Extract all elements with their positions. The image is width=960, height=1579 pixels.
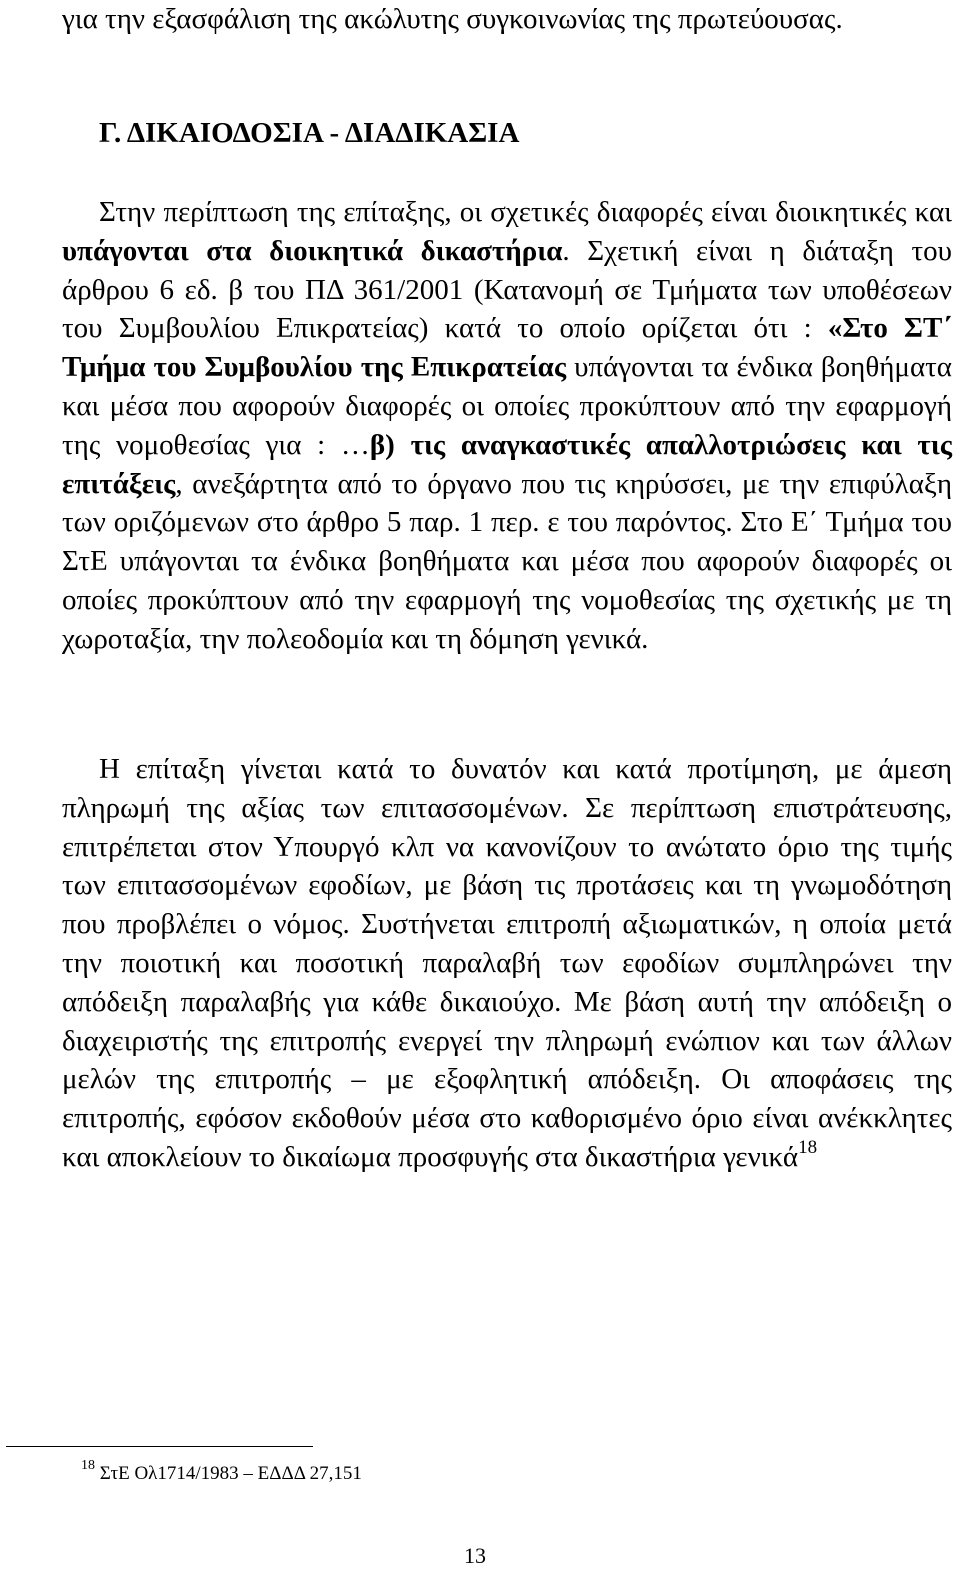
paragraph-text: . Σχετική είναι η διάταξη του άρθρου 6 εδ. β του ΠΔ 361/2001 (Κατανομή σε Τμήματα των υποθέσεων του Συμβουλίου Επικρατείας) κατά το οποίο ορίζεται ότι : [62,234,953,345]
paragraph-text: , ανεξάρτητα από το όργανο που τις κηρύσσει, με την επιφύλαξη των οριζόμενων στο άρθρο 5 παρ. 1 περ. ε του παρόντος. Στο Ε΄ Τμήμα του ΣτΕ υπάγονται τα ένδικα βοηθήματα και μέσα που αφορούν διαφορές οι οποίες προκύπτουν από την εφαρμογή της νομοθεσίας της σχετικής με τη χωροταξία, την πολεοδομία και τη δόμηση γενικά. [62,467,952,655]
paragraph-text: Η επίταξη γίνεται κατά το δυνατόν και κατά προτίμηση, με άμεση πληρωμή της αξίας των επιτασσομένων. Σε περίπτωση επιστράτευσης, επιτρέπεται στον Υπουργό κλπ να κανονίζουν το ανώτατο όριο της τιμής των επιτασσομένων εφοδίων, με βάση τις προτάσεις και τη γνωμοδότηση που προβλέπει ο νόμος. Συστήνεται επιτροπή αξιωματικών, η οποία μετά την ποιοτική και ποσοτική παραλαβή των εφοδίων συμπληρώνει την απόδειξη παραλαβής για κάθε δικαιούχο. Με βάση αυτή την απόδειξη ο διαχειριστής της επιτροπής ενεργεί την πληρωμή ενώπιον και των άλλων μελών της επιτροπής – με εξοφλητική απόδειξη. Οι αποφάσεις της επιτροπής, εφόσον εκδοθούν μέσα στο καθορισμένο όριο είναι ανέκκλητες και αποκλείουν το δικαίωμα προσφυγής στα δικαστήρια γενικά [62,753,952,1173]
paragraph-jurisdiction [62,193,952,659]
footnote-number: 18 [81,1458,95,1473]
section-heading: Γ. ΔΙΚΑΙΟΔΟΣΙΑ - ΔΙΑΔΙΚΑΣΙΑ [99,117,520,149]
paragraph-text: για την εξασφάλιση της ακώλυτης συγκοινωνίας της πρωτεύουσας. [62,3,843,35]
paragraph-text: Στην περίπτωση της επίταξης, οι σχετικές διαφορές είναι διοικητικές και [99,196,952,228]
footnote-reference[interactable]: 18 [798,1136,818,1158]
bold-text: υπάγονται στα διοικητικά δικαστήρια [62,234,563,267]
footnote-separator [6,1446,313,1447]
paragraph-continuation [62,0,952,39]
bold-text: β) τις αναγκαστικές απαλλοτριώσεις και τις επιτάξεις [62,428,952,500]
footnote-text: ΣτΕ Ολ1714/1983 – ΕΔΔΔ 27,151 [95,1463,362,1484]
paragraph-text: υπάγονται τα ένδικα βοηθήματα και μέσα που αφορούν διαφορές οι οποίες προκύπτουν από την εφαρμογή της νομοθεσίας για : … [62,351,952,461]
paragraph-requisition-payment [62,750,952,1177]
bold-text: «Στο ΣΤ΄ Τμήμα του Συμβουλίου της Επικρατείας [62,312,952,384]
page-number: 13 [464,1543,486,1568]
footnote [81,1454,362,1494]
